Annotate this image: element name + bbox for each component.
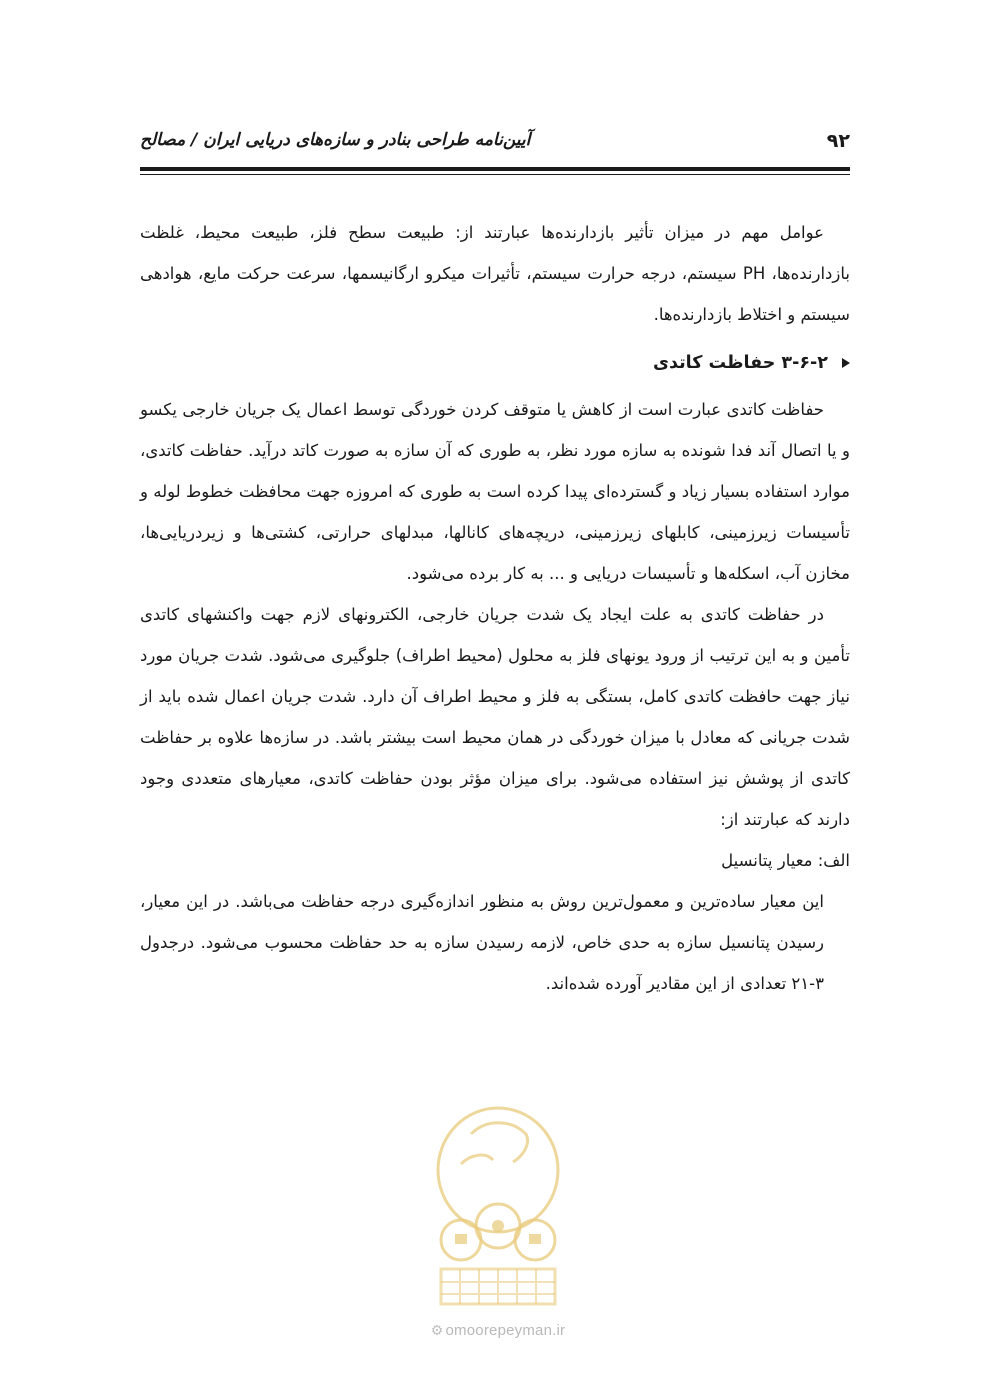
paragraph-potential: این معیار ساده‌ترین و معمول‌ترین روش به منظور اندازه‌گیری درجه حفاظت می‌باشد. در این معیار، رسیدن پتانسیل سازه به حدی خاص، لازمه رسیدن سازه به حد حفاظت محسوب می‌شود. درجدول ۳-۲۱ تعدادی از این مقادیر آورده شده‌اند. bbox=[140, 892, 824, 993]
page-number: ۹۲ bbox=[826, 130, 850, 152]
page-header bbox=[140, 128, 850, 158]
watermark-logo bbox=[431, 1104, 565, 1309]
section-heading bbox=[140, 343, 850, 383]
sub-item-potential-criterion: الف: معیار پتانسیل bbox=[721, 851, 850, 870]
watermark-site-text: omoorepeyman.ir bbox=[445, 1322, 566, 1339]
section-heading-text: ۳-۶-۲ حفاظت کاتدی bbox=[652, 353, 828, 373]
header-rule-thick bbox=[140, 167, 850, 171]
watermark-glyph-icon: ⚙ bbox=[430, 1322, 444, 1338]
watermark-site bbox=[400, 1322, 596, 1339]
paragraph-intro: عوامل مهم در میزان تأثیر بازدارنده‌ها عبارتند از: طبیعت سطح فلز، طبیعت محیط، غلظت بازدارنده‌ها، PH سیستم، درجه حرارت سیستم، تأثیرات میکرو ارگانیسمها، سرعت حرکت مایع، هوادهی سیستم و اختلاط بازدارنده‌ها. bbox=[140, 223, 850, 324]
header-rule-thin bbox=[140, 174, 850, 175]
body-content bbox=[140, 212, 850, 1004]
paragraph-definition: حفاظت کاتدی عبارت است از کاهش یا متوقف کردن خوردگی توسط اعمال یک جریان خارجی یکسو و یا اتصال آند فدا شونده به سازه مورد نظر، به طوری که آن سازه به صورت کاتد درآید. حفاظت کاتدی، موارد استفاده بسیار زیاد و گسترده‌ای پیدا کرده است به طوری که امروزه جهت محافظت خطوط لوله و تأسیسات زیرزمینی، کابلهای زیرزمینی، دریچه‌های کانالها، مبدلهای حرارتی، کشتی‌ها و زیردریایی‌ها، مخازن آب، اسکله‌ها و تأسیسات دریایی و ... به کار برده می‌شود. bbox=[140, 400, 850, 583]
paragraph-current: در حفاظت کاتدی به علت ایجاد یک شدت جریان خارجی، الکترونهای لازم جهت واکنشهای کاتدی تأمین و به این ترتیب از ورود یونهای فلز به محلول (محیط اطراف) جلوگیری می‌شود. شدت جریان مورد نیاز جهت حافظت کاتدی کامل، بستگی به فلز و محیط اطراف آن دارد. شدت جریان اعمال شده باید از شدت جریانی که معادل با میزان خوردگی در همان محیط است بیشتر باشد. در سازه‌ها علاوه بر حفاظت کاتدی از پوشش نیز استفاده می‌شود. برای میزان مؤثر بودن حفاظت کاتدی، معیارهای متعددی وجود دارند که عبارتند از: bbox=[140, 605, 850, 829]
running-title: آیین‌نامه طراحی بنادر و سازه‌های دریایی ایران / مصالح bbox=[140, 130, 531, 150]
triangle-bullet-icon bbox=[842, 358, 850, 368]
